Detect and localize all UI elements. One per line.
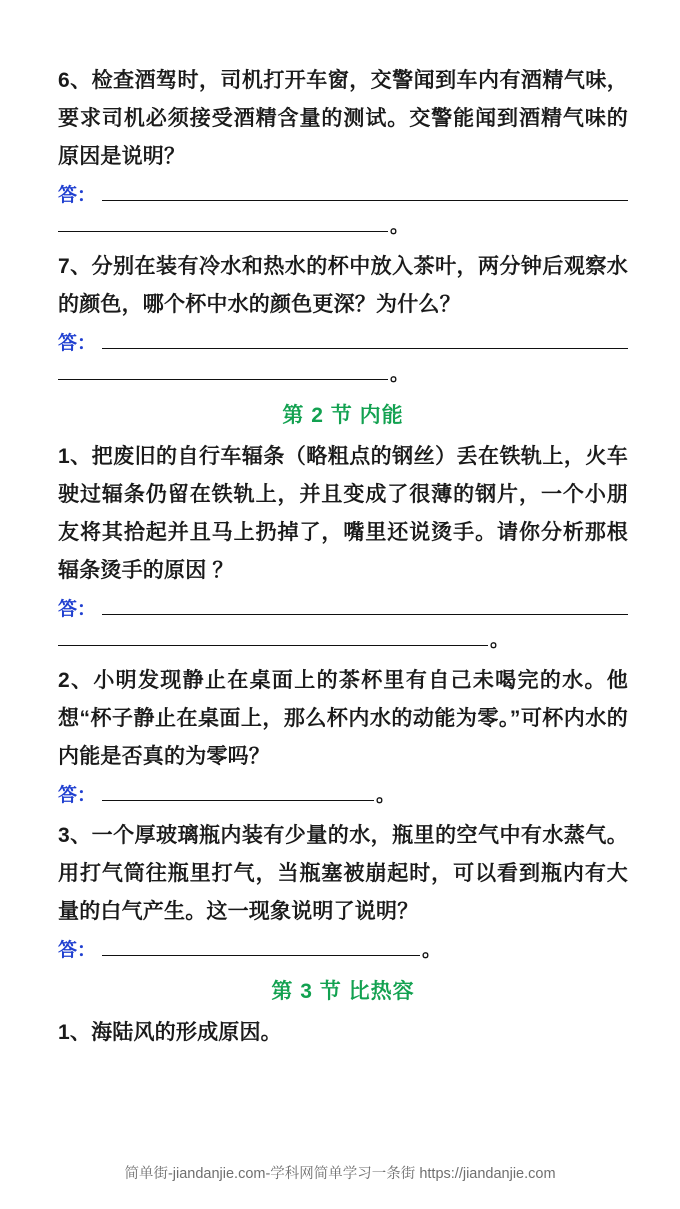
question-text: 1、把废旧的自行车辐条（略粗点的钢丝）丢在铁轨上，火车驶过辐条仍留在铁轨上，并且变成了很薄的钢片，一个小朋友将其拾起并且马上扔掉了，嘴里还说烫手。请你分析那根辐条烫手的原因 ？ <box>58 445 628 582</box>
answer-label: 答： <box>58 940 97 961</box>
section-heading-2: 第 2 节 内能 <box>282 404 404 427</box>
question-text: 2、小明发现静止在桌面上的茶杯里有自己未喝完的水。他想“杯子静止在桌面上，那么杯内水的动能为零。”可杯内水的内能是否真的为零吗？ <box>58 669 628 768</box>
answer-label: 答： <box>58 185 97 206</box>
period-mark: 。 <box>422 940 442 961</box>
question-block-q6 <box>58 62 628 244</box>
answer-label: 答： <box>58 333 97 354</box>
question-block-s2q2 <box>58 662 628 813</box>
answer-line <box>58 178 628 213</box>
question-block-s2q1 <box>58 438 628 658</box>
answer-line-continued <box>58 623 628 658</box>
answer-line <box>58 326 628 361</box>
footer-watermark: 简单街-jiandanjie.com-学科网简单学习一条街 https://jiandanjie.com <box>124 1166 556 1182</box>
answer-blank-continued[interactable] <box>58 623 488 646</box>
answer-label: 答： <box>58 599 97 620</box>
answer-blank[interactable] <box>102 592 628 615</box>
answer-line <box>58 778 628 813</box>
answer-blank-continued[interactable] <box>58 357 388 380</box>
section-heading-3: 第 3 节 比热容 <box>271 980 415 1003</box>
answer-blank[interactable] <box>102 778 374 801</box>
question-block-q7 <box>58 248 628 392</box>
question-text: 6、检查酒驾时，司机打开车窗，交警闻到车内有酒精气味，要求司机必须接受酒精含量的测试。交警能闻到酒精气味的原因是说明？ <box>58 69 628 168</box>
answer-label: 答： <box>58 785 97 806</box>
answer-blank-continued[interactable] <box>58 209 388 232</box>
question-block-s3q1 <box>58 1014 628 1052</box>
answer-blank[interactable] <box>102 178 628 201</box>
answer-line-continued <box>58 357 628 392</box>
period-mark: 。 <box>376 785 396 806</box>
question-text: 1、海陆风的形成原因。 <box>58 1021 282 1044</box>
answer-line <box>58 933 628 968</box>
answer-blank[interactable] <box>102 326 628 349</box>
period-mark: 。 <box>490 630 510 651</box>
answer-line-continued <box>58 209 628 244</box>
answer-blank[interactable] <box>102 933 420 956</box>
question-text: 7、分别在装有冷水和热水的杯中放入茶叶，两分钟后观察水的颜色，哪个杯中水的颜色更深？为什么？ <box>58 255 628 316</box>
period-mark: 。 <box>390 364 410 385</box>
period-mark: 。 <box>390 216 410 237</box>
question-text: 3、一个厚玻璃瓶内装有少量的水，瓶里的空气中有水蒸气。用打气筒往瓶里打气，当瓶塞被崩起时，可以看到瓶内有大量的白气产生。这一现象说明了说明？ <box>58 824 628 923</box>
answer-line <box>58 592 628 627</box>
question-block-s2q3 <box>58 817 628 968</box>
